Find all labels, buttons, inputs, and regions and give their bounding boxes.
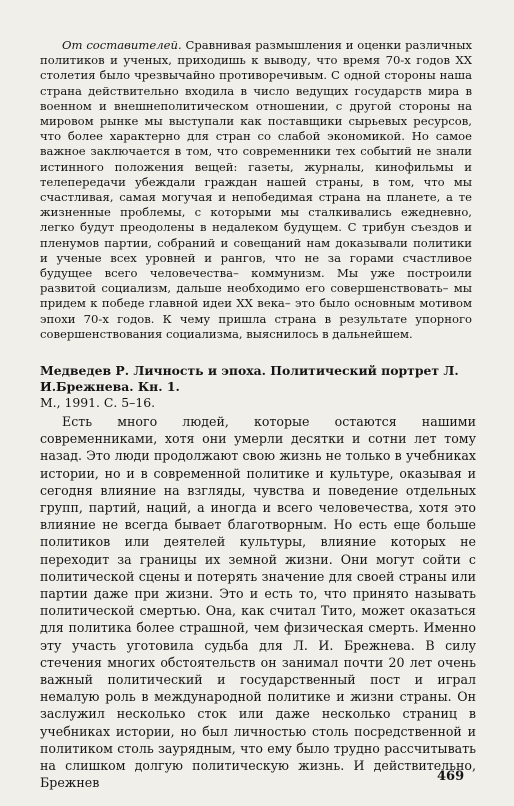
source-title: Медведев Р. Личность и эпоха. Политический портрет Л. И.Брежнева. Кн. 1. — [40, 363, 459, 394]
main-text — [40, 413, 476, 791]
compilers-note-text: Сравнивая размышления и оценки различных политиков и ученых, приходишь к выводу, что время 70-х годов XX столетия было чрезвычайно противоречивым. С одной стороны наша страна действительно входила в число ведущих государств мира в военном и внешнеполитическом отношении, с другой стороны на мировом рынке мы выступали как поставщики сырьевых ресурсов, что более характерно для стран со слабой экономикой. Но самое важное заключается в том, что современники тех событий не знали истинного положения вещей: газеты, журналы, кинофильмы и телепередачи убеждали граждан нашей страны, в том, что мы счастливая, самая могучая и непобедимая страна на планете, а те жизненные проблемы, с которыми мы сталкивались ежедневно, легко будут преодолены в недалеком будущем. С трибун съездов и пленумов партии, собраний и совещаний нам доказывали политики и ученые всех уровней и рангов, что не за горами счастливое будущее всего человечества– коммунизм. Мы уже построили развитой социализм, дальше необходимо его совершенствовать– мы придем к победе главной идеи XX века– это было основным мотивом эпохи 70-х годов. К чему пришла страна в результате упорного совершенствования социализма, выяснилось в дальнейшем. — [40, 38, 472, 341]
compilers-note-lead: От составителей. — [62, 38, 182, 52]
source-citation — [40, 363, 480, 411]
compilers-note — [40, 38, 472, 342]
main-paragraph: Есть много людей, которые остаются нашими современниками, хотя они умерли десятки и сотни лет тому назад. Это люди продолжают свою жизнь не только в учебниках истории, но и в современной политике и культуре, оказывая и сегодня влияние на взгляды, чувства и поведение отдельных групп, партий, наций, а иногда и всего человечества, хотя это влияние не всегда бывает благотворным. Но есть еще больше политиков или деятелей культуры, влияние которых не переходит за границы их земной жизни. Они могут сойти с политической сцены и потерять значение для своей страны или партии даже при жизни. Это и есть то, что принято называть политической смертью. Она, как считал Тито, может оказаться для политика более страшной, чем физическая смерть. Именно эту участь уготовила судьба для Л. И. Брежнева. В силу стечения многих обстоятельств он занимал почти 20 лет очень важный политический и государственный пост и играл немалую роль в международной политике и жизни страны. Он заслужил несколько сток или даже несколько страниц в учебниках истории, но был личностью столь посредственной и политиком столь заурядным, что ему было трудно рассчитывать на слишком долгую политическую жизнь. И действительно, Брежнев — [40, 414, 476, 791]
page-number: 469 — [437, 769, 465, 784]
compilers-note-paragraph — [40, 38, 472, 342]
source-imprint: М., 1991. С. 5–16. — [40, 395, 156, 410]
